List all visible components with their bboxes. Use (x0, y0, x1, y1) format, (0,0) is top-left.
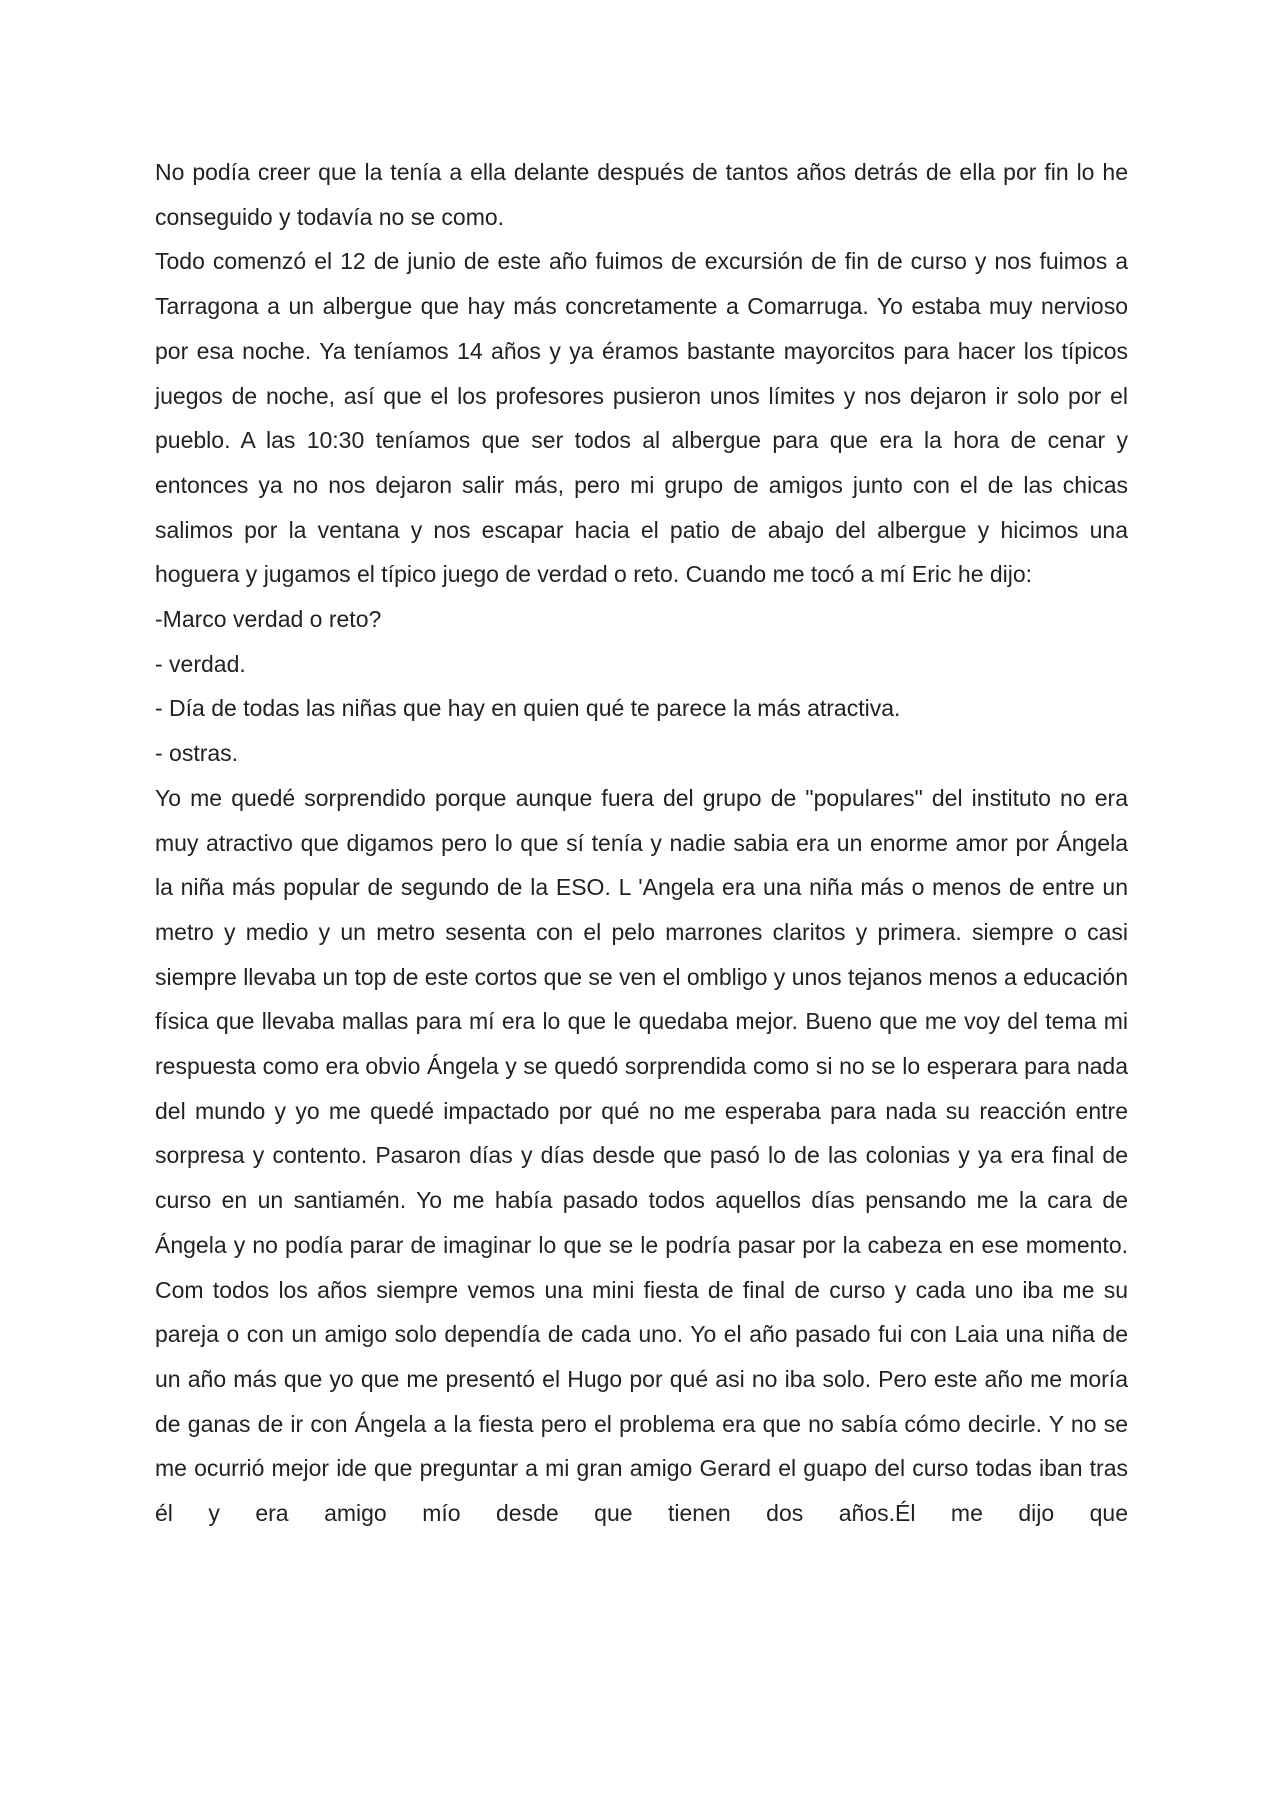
paragraph-excursion: Todo comenzó el 12 de junio de este año fuimos de excursión de fin de curso y nos fuimos a Tarragona a un albergue que hay más concretamente a Comarruga. Yo estaba muy nervioso por esa noche. Ya teníamos 14 años y ya éramos bastante mayorcitos para hacer los típicos juegos de noche, así que el los profesores pusieron unos límites y nos dejaron ir solo por el pueblo. A las 10:30 teníamos que ser todos al albergue para que era la hora de cenar y entonces ya no nos dejaron salir más, pero mi grupo de amigos junto con el de las chicas salimos por la ventana y nos escapar hacia el patio de abajo del albergue y hicimos una hoguera y jugamos el típico juego de verdad o reto. Cuando me tocó a mí Eric he dijo: (155, 248, 1128, 588)
dialogue-line-4: - ostras. (155, 740, 239, 767)
dialogue-line-3: - Día de todas las niñas que hay en quien qué te parece la más atractiva. (155, 695, 901, 722)
paragraph-angela: Yo me quedé sorprendido porque aunque fuera del grupo de "populares" del instituto no era muy atractivo que digamos pero lo que sí tenía y nadie sabia era un enorme amor por Ángela la niña más popular de segundo de la ESO. L 'Angela era una niña más o menos de entre un metro y medio y un metro sesenta con el pelo marrones claritos y primera. siempre o casi siempre llevaba un top de este cortos que se ven el ombligo y unos tejanos menos a educación física que llevaba mallas para mí era lo que le quedaba mejor. Bueno que me voy del tema mi respuesta como era obvio Ángela y se quedó sorprendida como si no se lo esperara para nada del mundo y yo me quedé impactado por qué no me esperaba para nada su reacción entre sorpresa y contento. Pasaron días y días desde que pasó lo de las colonias y ya era final de curso en un santiamén. Yo me había pasado todos aquellos días pensando me la cara de Ángela y no podía parar de imaginar lo que se le podría pasar por la cabeza en ese momento. Com todos los años siempre vemos una mini fiesta de final de curso y cada uno iba me su pareja o con un amigo solo dependía de cada uno. Yo el año pasado fui con Laia una niña de un año más que yo que me presentó el Hugo por qué asi no iba solo. Pero este año me moría de ganas de ir con Ángela a la fiesta pero el problema era que no sabía cómo decirle. Y no se me ocurrió mejor ide que preguntar a mi gran amigo Gerard el guapo del curso todas iban tras él y era amigo mío desde que tienen dos años.Él me dijo que (155, 784, 1128, 1527)
document-body (155, 150, 1128, 1536)
dialogue-line-1: -Marco verdad o reto? (155, 606, 382, 633)
dialogue-line-2: - verdad. (155, 650, 246, 677)
paragraph-intro: No podía creer que la tenía a ella delante después de tantos años detrás de ella por fin lo he conseguido y todavía no se como. (155, 159, 1128, 230)
